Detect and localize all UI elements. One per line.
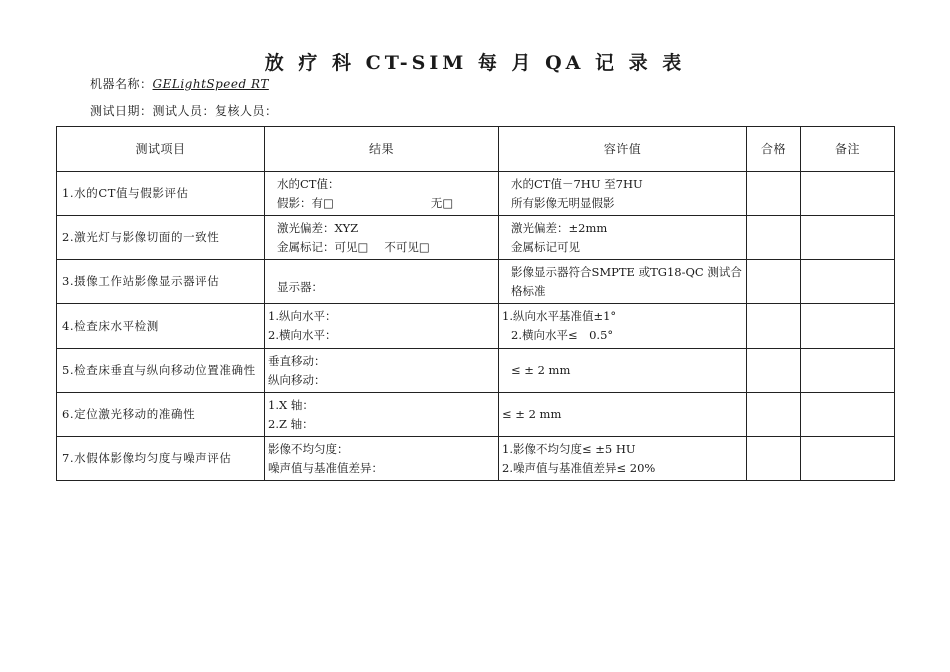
row-tolerance [499, 172, 747, 216]
result-line: 垂直移动： [268, 353, 326, 368]
header-result: 结果 [265, 127, 499, 172]
table-header-row [57, 127, 895, 172]
row-result [265, 393, 499, 437]
result-line: 1.纵向水平： [268, 309, 337, 323]
row-result [265, 349, 499, 393]
row-tolerance [499, 216, 747, 260]
row-result [265, 260, 499, 304]
marker-invisible-option[interactable]: 不可见□ [384, 239, 430, 254]
result-line: 1.X 轴： [268, 397, 314, 412]
row-tolerance [499, 349, 747, 393]
row-pass-cell[interactable] [747, 304, 801, 349]
row-note-cell[interactable] [801, 349, 895, 393]
header-test-item: 测试项目 [57, 127, 265, 172]
row-pass-cell[interactable] [747, 393, 801, 437]
header-pass: 合格 [747, 127, 801, 172]
row-pass-cell[interactable] [747, 216, 801, 260]
tolerance-line: 2.横向水平≤ 0.5° [511, 328, 614, 342]
table-row [57, 216, 895, 260]
marker-visible-option[interactable]: 金属标记：可见□ [277, 239, 369, 254]
machine-name-line [90, 75, 269, 92]
row-result [265, 437, 499, 481]
row-note-cell[interactable] [801, 260, 895, 304]
row-result [265, 172, 499, 216]
row-item: 1.水的CT值与假影评估 [57, 172, 265, 216]
result-line [277, 194, 498, 213]
tolerance-line: 2.噪声值与基准值差异≤ 20% [502, 460, 656, 475]
row-pass-cell[interactable] [747, 349, 801, 393]
result-line: 2.横向水平： [268, 328, 337, 342]
tolerance-line: 金属标记可见 [511, 239, 580, 254]
result-line: 激光偏差：XYZ [277, 220, 359, 235]
row-note-cell[interactable] [801, 437, 895, 481]
row-result [265, 304, 499, 349]
row-note-cell[interactable] [801, 216, 895, 260]
test-info-line: 测试日期：测试人员：复核人员： [90, 104, 278, 118]
machine-name-label: 机器名称： [90, 77, 153, 91]
tolerance-line: 1.纵向水平基准值±1° [502, 309, 617, 323]
tolerance-line: ≤ ± 2 mm [502, 407, 562, 421]
row-tolerance [499, 260, 747, 304]
qa-record-table [56, 126, 895, 481]
header-note: 备注 [801, 127, 895, 172]
table-row [57, 172, 895, 216]
result-line: 显示器： [277, 280, 323, 294]
row-note-cell[interactable] [801, 304, 895, 349]
tolerance-line: ≤ ± 2 mm [511, 363, 571, 377]
result-line: 噪声值与基准值差异： [268, 460, 383, 475]
table-row [57, 349, 895, 393]
header-tolerance: 容许值 [499, 127, 747, 172]
tolerance-line: 水的CT值－7HU 至7HU [511, 176, 643, 191]
table-row [57, 437, 895, 481]
table-row [57, 304, 895, 349]
tolerance-line: 激光偏差：±2mm [511, 220, 608, 235]
row-tolerance [499, 437, 747, 481]
row-pass-cell[interactable] [747, 260, 801, 304]
row-item: 2.激光灯与影像切面的一致性 [57, 216, 265, 260]
row-pass-cell[interactable] [747, 172, 801, 216]
row-pass-cell[interactable] [747, 437, 801, 481]
row-item [57, 349, 265, 393]
result-line: 2.Z 轴： [268, 416, 314, 431]
row-note-cell[interactable] [801, 172, 895, 216]
result-line: 影像不均匀度： [268, 441, 349, 456]
row-item-text: 5.检查床垂直与纵向移动位置准确性 [62, 363, 256, 377]
result-line: 水的CT值： [277, 176, 340, 191]
row-result [265, 216, 499, 260]
tolerance-text: 影像显示器符合SMPTE 或TG18-QC 测试合格标准 [511, 264, 742, 298]
row-item: 3.摄像工作站影像显示器评估 [57, 260, 265, 304]
result-line [277, 238, 498, 257]
result-line: 纵向移动： [268, 372, 326, 387]
machine-name-value: GELightSpeed RT [152, 77, 269, 91]
tolerance-line: 所有影像无明显假影 [511, 195, 615, 210]
tolerance-line: 1.影像不均匀度≤ ±5 HU [502, 441, 636, 456]
row-item: 6.定位激光移动的准确性 [57, 393, 265, 437]
artifact-yes-option[interactable]: 假影：有□ [277, 195, 334, 210]
table-row [57, 260, 895, 304]
row-item: 4.检查床水平检测 [57, 304, 265, 349]
artifact-no-option[interactable]: 无□ [430, 195, 454, 210]
row-note-cell[interactable] [801, 393, 895, 437]
table-row [57, 393, 895, 437]
row-tolerance [499, 393, 747, 437]
row-tolerance [499, 304, 747, 349]
row-item: 7.水假体影像均匀度与噪声评估 [57, 437, 265, 481]
page-title: 放 疗 科 CT-SIM 每 月 QA 记 录 表 [264, 52, 686, 74]
